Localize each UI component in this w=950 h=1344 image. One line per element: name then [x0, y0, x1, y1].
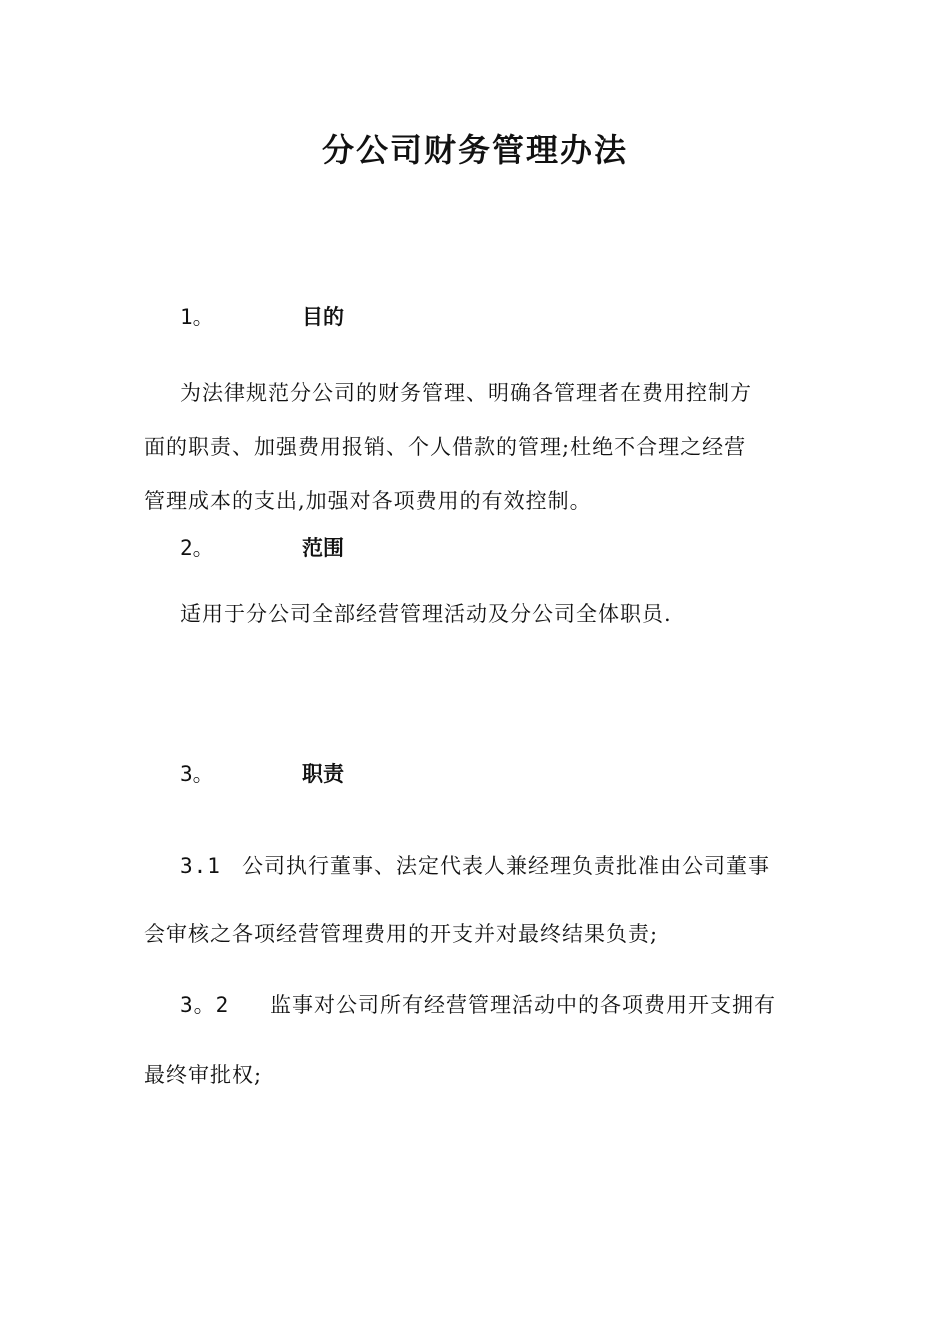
paragraph-line: 面的职责、加强费用报销、个人借款的管理;杜绝不合理之经营: [144, 435, 747, 459]
item-number: 3.1: [180, 854, 221, 878]
item-second-line: 会审核之各项经营管理费用的开支并对最终结果负责;: [144, 922, 659, 946]
section-heading-scope: [180, 533, 344, 563]
item-text: 监事对公司所有经营管理活动中的各项费用开支拥有: [270, 993, 776, 1017]
item-first-line: [144, 832, 814, 900]
item-second-line: 最终审批权;: [144, 1063, 263, 1087]
section-number: 1。: [180, 305, 214, 329]
section-body-scope: [144, 596, 814, 632]
document-title: 分公司财务管理办法: [321, 131, 628, 169]
paragraph-line: 管理成本的支出,加强对各项费用的有效控制。: [144, 489, 592, 513]
paragraph-line: 为法律规范分公司的财务管理、明确各管理者在费用控制方: [180, 381, 752, 405]
section-heading-purpose: [180, 302, 344, 332]
responsibility-item-3-2: [144, 970, 814, 1110]
section-title: 职责: [302, 761, 344, 786]
section-title: 范围: [302, 535, 344, 560]
section-number: 2。: [180, 536, 214, 560]
section-title: 目的: [302, 304, 344, 329]
item-text: 公司执行董事、法定代表人兼经理负责批准由公司董事: [242, 854, 770, 878]
responsibility-item-3-1: [144, 832, 814, 968]
section-body-purpose: [144, 366, 814, 528]
section-number: 3。: [180, 762, 214, 786]
paragraph-line: 适用于分公司全部经营管理活动及分公司全体职员.: [180, 602, 672, 626]
section-heading-responsibilities: [180, 759, 344, 789]
item-first-line: [144, 970, 814, 1040]
item-number: 3。2: [180, 993, 230, 1017]
